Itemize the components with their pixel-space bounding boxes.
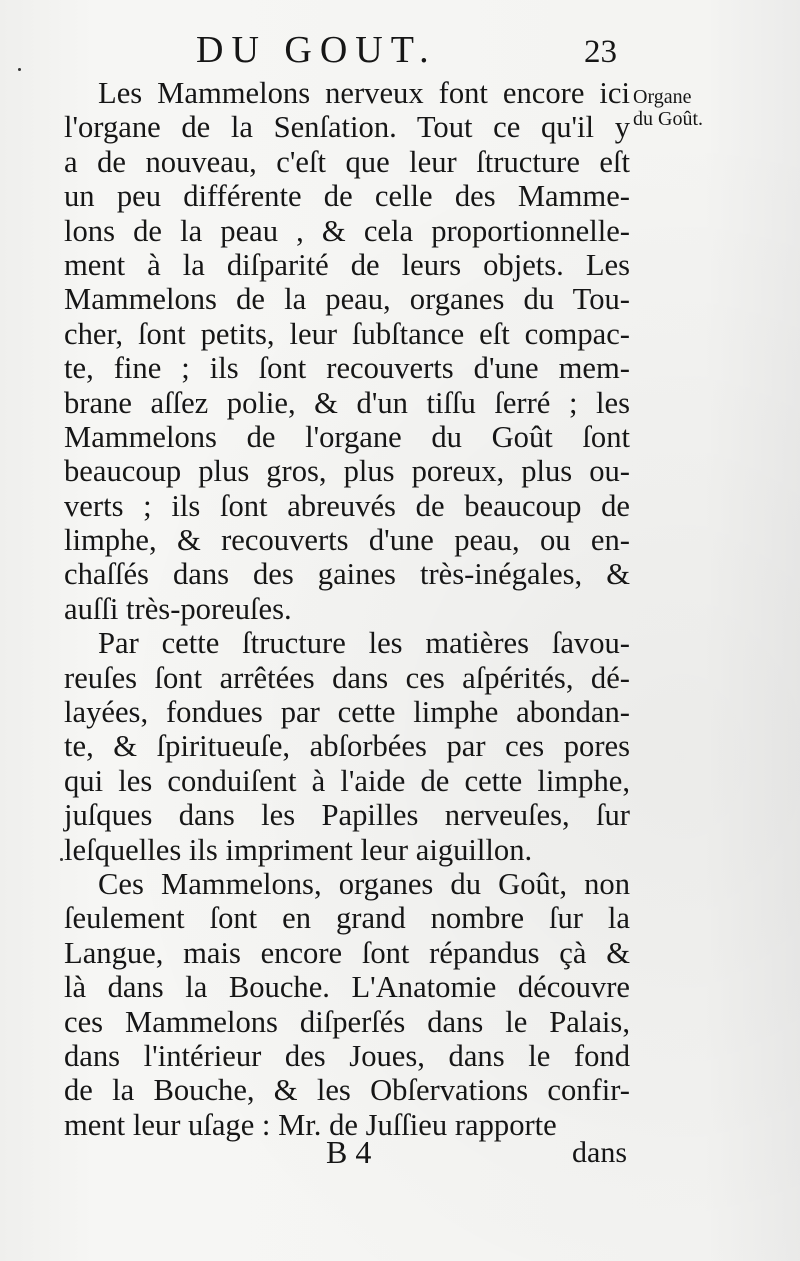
catchword: dans (572, 1136, 627, 1169)
text-line: Les Mammelons nerveux font encore ici (98, 76, 630, 110)
text-line: là dans la Bouche. L'Anatomie découvre (64, 970, 630, 1005)
text-line: te, fine ; ils ſont recouverts d'une mem- (64, 351, 630, 386)
paragraph (64, 867, 630, 1142)
signature-mark: B 4 (326, 1134, 372, 1170)
text-line: ſeulement ſont en grand nombre ſur la (64, 901, 630, 936)
text-line: Par cette ſtructure les matières ſavou- (98, 626, 630, 661)
margin-note-line: du Goût. (633, 108, 703, 130)
text-line: Mammelons de l'organe du Goût ſont (64, 419, 630, 454)
text-line: cher, ſont petits, leur ſubſtance eſt compac- (64, 316, 630, 351)
margin-note (633, 86, 743, 130)
text-line: un peu différente de celle des Mamme- (64, 179, 630, 214)
text-line: ment leur uſage : Mr. de Juſſieu rapporte (64, 1107, 557, 1142)
text-line: beaucoup plus gros, plus poreux, plus ou- (64, 454, 630, 489)
ink-speck (60, 858, 63, 861)
text-line: Mammelons de la peau, organes du Tou- (64, 282, 630, 317)
text-line: a de nouveau, c'eſt que leur ſtructure eſt (64, 144, 630, 179)
page-footer (0, 1134, 800, 1174)
paragraph (64, 76, 630, 626)
text-line: auſſi très-poreuſes. (64, 591, 292, 626)
text-line: de la Bouche, & les Obſervations confir- (64, 1073, 630, 1108)
text-line: brane aſſez polie, & d'un tiſſu ſerré ; les (64, 385, 630, 420)
text-line: lons de la peau , & cela proportionnelle- (64, 213, 630, 248)
text-line: Ces Mammelons, organes du Goût, non (98, 866, 630, 901)
body-text (64, 76, 630, 1142)
ink-speck (18, 68, 21, 71)
text-line: Langue, mais encore ſont répandus çà & (64, 935, 630, 970)
text-line: layées, fondues par cette limphe abondan- (64, 695, 630, 730)
page-number: 23 (584, 34, 617, 70)
text-line: ment à la diſparité de leurs objets. Les (64, 247, 630, 282)
text-line: ces Mammelons diſperſés dans le Palais, (64, 1004, 630, 1039)
margin-note-line: Organe (633, 86, 692, 108)
page-header (0, 22, 800, 72)
text-line: qui les conduiſent à l'aide de cette limphe, (64, 763, 630, 798)
running-head: DU GOUT. (196, 29, 437, 71)
text-line: verts ; ils ſont abreuvés de beaucoup de (64, 488, 630, 523)
text-line: leſquelles ils impriment leur aiguillon. (64, 832, 533, 867)
text-line: reuſes ſont arrêtées dans ces aſpérités, dé- (64, 660, 630, 695)
text-line: dans l'intérieur des Joues, dans le fond (64, 1038, 630, 1073)
text-line: te, & ſpiritueuſe, abſorbées par ces pores (64, 729, 630, 764)
text-line: chaſſés dans des gaines très-inégales, & (64, 557, 630, 592)
text-line: limphe, & recouverts d'une peau, ou en- (64, 523, 630, 558)
text-line: l'organe de la Senſation. Tout ce qu'il y (64, 110, 630, 145)
text-line: juſques dans les Papilles nerveuſes, ſur (64, 798, 630, 833)
paragraph (64, 626, 630, 867)
